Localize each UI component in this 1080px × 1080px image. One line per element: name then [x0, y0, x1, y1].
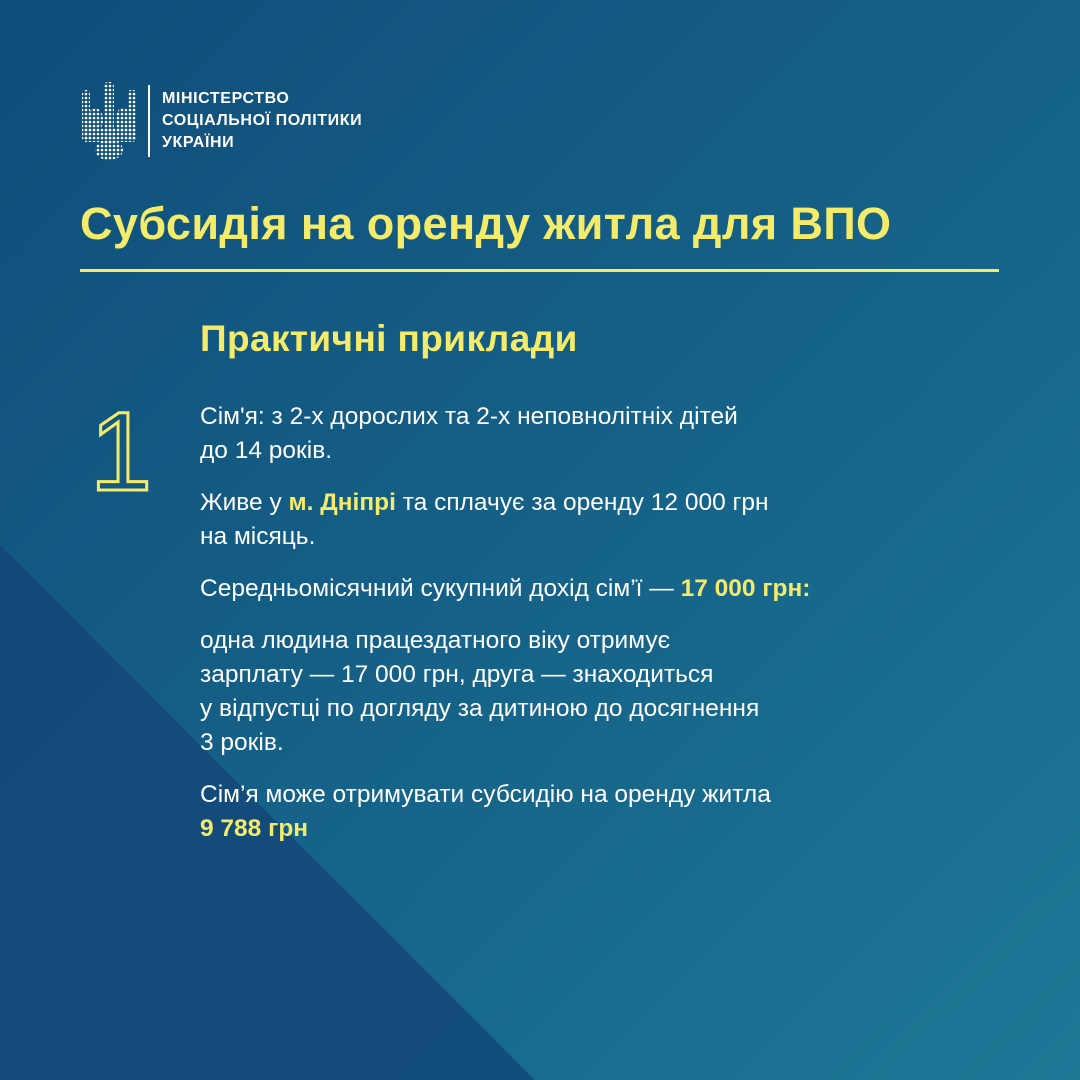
- subsidy-line: Сім’я може отримувати субсидію на оренду житла: [200, 781, 771, 808]
- family-line-2: до 14 років.: [200, 437, 333, 464]
- page-title: Субсидія на оренду житла для ВПО: [80, 198, 892, 249]
- residence-line-2: на місяць.: [200, 523, 316, 550]
- family-income: [200, 572, 1020, 606]
- ministry-logo: [80, 80, 362, 162]
- details-line-1: одна людина працездатного віку отримує: [200, 627, 671, 654]
- ministry-name-line-1: МІНІСТЕРСТВО: [162, 90, 290, 107]
- income-line: [200, 572, 1020, 606]
- family-line-1: Сім'я: з 2-х дорослих та 2-х неповнолітніх дітей: [200, 403, 738, 430]
- family-composition: [200, 400, 1020, 468]
- section-title: Практичні приклади: [200, 318, 578, 359]
- income-pre: Середньомісячний сукупний дохід сім’ї —: [200, 575, 681, 602]
- logo-divider: [148, 85, 150, 157]
- title-underline: [80, 269, 999, 272]
- ministry-name-line-2: СОЦІАЛЬНОЇ ПОЛІТИКИ: [162, 112, 363, 129]
- example-content: [200, 400, 1020, 864]
- residence-rent: [200, 486, 1020, 554]
- details-line-3: у відпустці по догляду за дитиною до досягнення: [200, 695, 760, 722]
- ministry-name-line-3: УКРАЇНИ: [162, 134, 235, 151]
- subsidy-amount: 9 788 грн: [200, 815, 309, 842]
- residence-pre: Живе у: [200, 489, 289, 516]
- details-line-2: зарплату — 17 000 грн, друга — знаходиться: [200, 661, 714, 688]
- subsidy-result: [200, 778, 1020, 846]
- residence-post: та сплачує за оренду 12 000 грн: [395, 489, 769, 516]
- residence-line-1: [200, 486, 1020, 520]
- details-line-4: 3 років.: [200, 729, 284, 756]
- city-name: м. Дніпрі: [288, 489, 396, 516]
- ministry-name: [162, 90, 362, 152]
- example-number: [86, 398, 156, 498]
- example-number-text: 1: [89, 398, 153, 498]
- trident-icon: [80, 80, 138, 162]
- income-amount: 17 000 грн:: [680, 575, 811, 602]
- income-details: [200, 624, 1020, 760]
